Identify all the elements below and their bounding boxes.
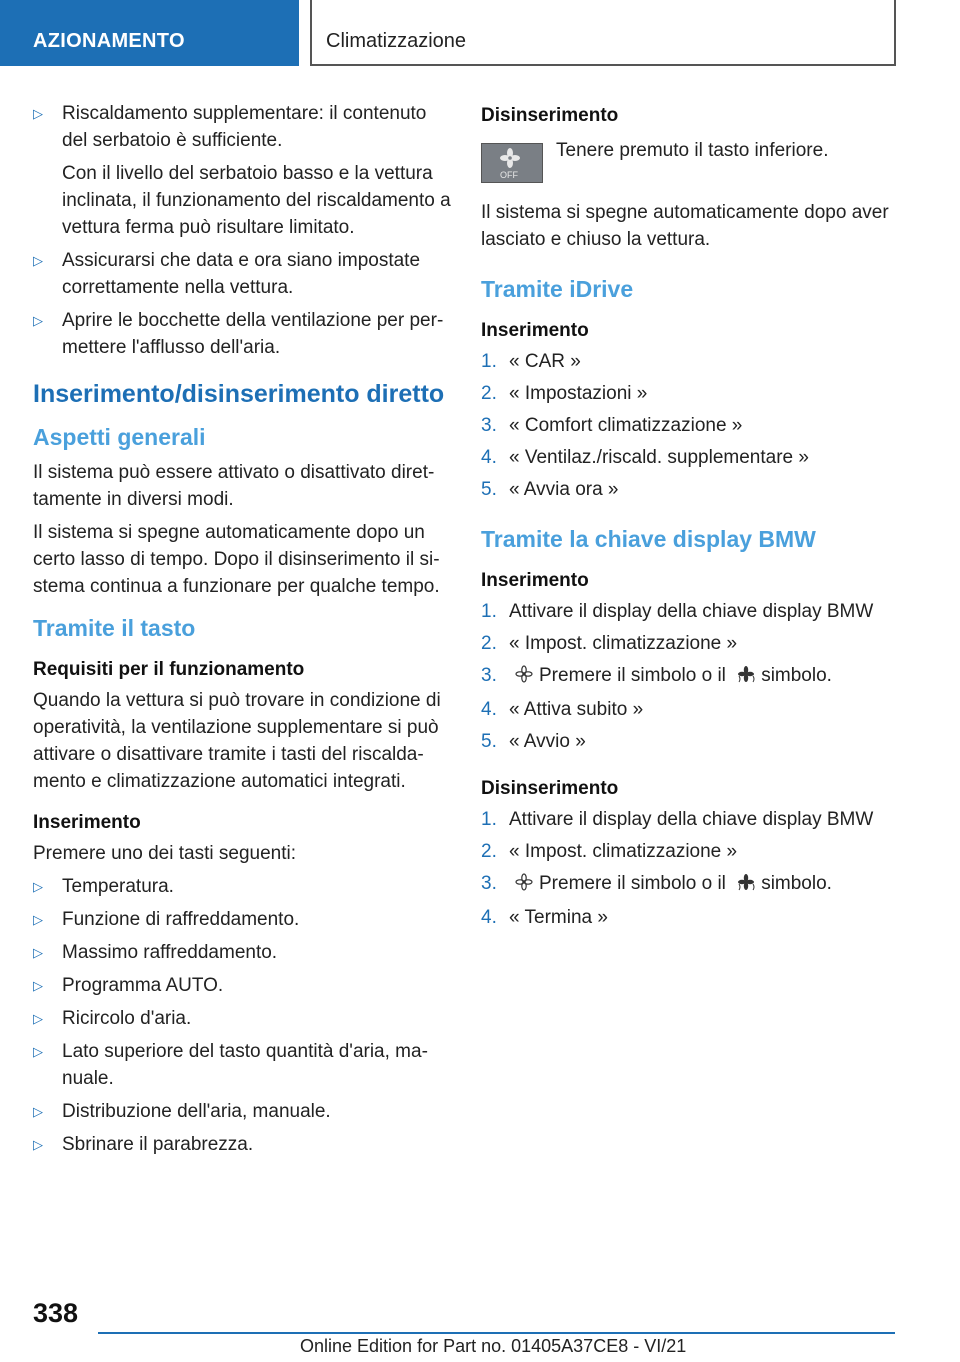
step-text: « Avvia ora » xyxy=(509,479,619,500)
paragraph: Premere uno dei tasti seguenti: xyxy=(33,843,296,864)
bullet-text: Ricircolo d'aria. xyxy=(62,1008,192,1029)
bullet-text: Assicurarsi che data e ora siano impostate correttamente nella vettura. xyxy=(62,250,421,298)
subsection-tab: Climatizzazione xyxy=(310,0,896,66)
step-text: « Impost. climatizzazione » xyxy=(509,841,738,862)
heat-fan-icon xyxy=(737,664,755,691)
bullet-marker: ▷ xyxy=(33,1044,43,1059)
bullet-marker: ▷ xyxy=(33,945,43,960)
fan-icon xyxy=(515,664,533,691)
bullet-marker: ▷ xyxy=(33,1011,43,1026)
bullet-marker: ▷ xyxy=(33,978,43,993)
key-list-item xyxy=(33,1098,453,1125)
step-text: « Ventilaz./riscald. supplementare » xyxy=(509,447,809,468)
step-item xyxy=(481,728,911,755)
bullet-marker: ▷ xyxy=(33,1104,43,1119)
step-text: « Impostazioni » xyxy=(509,383,648,404)
step-number: 2. xyxy=(481,633,497,654)
bullet-marker: ▷ xyxy=(33,313,43,328)
step-item xyxy=(481,806,911,833)
key-list-item xyxy=(33,873,453,900)
bullet-text: Massimo raffreddamento. xyxy=(62,942,278,963)
paragraph: Il sistema può essere attivato o disattivato direttamente in diversi modi. xyxy=(33,462,435,510)
step-item xyxy=(481,444,911,471)
step-item xyxy=(481,662,911,691)
subsection-heading: Tramite la chiave display BMW xyxy=(481,526,816,552)
bullet-item xyxy=(33,247,453,301)
minor-heading: Disinserimento xyxy=(481,105,619,126)
step-text: « Impost. climatizzazione » xyxy=(509,633,738,654)
step-number: 1. xyxy=(481,809,497,830)
bullet-text: Funzione di raffreddamento. xyxy=(62,909,300,930)
step-number: 1. xyxy=(481,351,497,372)
step-text: simbolo. xyxy=(761,665,832,686)
key-label: OFF xyxy=(500,170,518,180)
step-item xyxy=(481,412,911,439)
bullet-text: Temperatura. xyxy=(62,876,174,897)
bullet-item xyxy=(33,100,453,241)
key-list-item xyxy=(33,972,453,999)
subsection-heading: Tramite il tasto xyxy=(33,615,196,641)
step-item xyxy=(481,598,911,625)
bullet-marker: ▷ xyxy=(33,106,43,121)
step-number: 5. xyxy=(481,731,497,752)
key-list-item xyxy=(33,1038,453,1092)
key-instruction: Tenere premuto il tasto inferiore. xyxy=(556,140,829,161)
bullet-text: Riscaldamento supplementare: il contenuto del serbatoio è sufficiente. xyxy=(62,103,427,151)
step-item xyxy=(481,630,911,657)
minor-heading: Disinserimento xyxy=(481,778,619,799)
step-text: Attivare il display della chiave display BMW xyxy=(509,601,874,622)
minor-heading: Requisiti per il funzionamento xyxy=(33,659,305,680)
key-list-item xyxy=(33,906,453,933)
heat-fan-icon xyxy=(737,872,755,899)
step-number: 3. xyxy=(481,665,497,686)
step-text: « Termina » xyxy=(509,907,608,928)
step-text: « Avvio » xyxy=(509,731,586,752)
step-item xyxy=(481,476,911,503)
footer-divider xyxy=(98,1332,895,1334)
fan-off-key-row xyxy=(481,137,911,189)
step-item xyxy=(481,904,911,931)
right-column xyxy=(481,100,911,936)
bullet-text: Programma AUTO. xyxy=(62,975,224,996)
bullet-text: Aprire le bocchette della ventilazione per permettere l'afflusso dell'aria. xyxy=(62,310,444,358)
step-number: 4. xyxy=(481,699,497,720)
step-item xyxy=(481,348,911,375)
step-text: simbolo. xyxy=(761,873,832,894)
step-text: Premere il simbolo o il xyxy=(539,665,726,686)
left-column xyxy=(33,100,453,1164)
paragraph: Quando la vettura si può trovare in condizione di operatività, la ventilazione supplementare si può attivare o disattivare tramite i tasti del riscaldamento e climatizzazione automatici integrati. xyxy=(33,690,441,792)
subsection-heading: Tramite iDrive xyxy=(481,276,634,302)
bullet-marker: ▷ xyxy=(33,1137,43,1152)
paragraph: Il sistema si spegne automaticamente dopo aver lasciato e chiuso la vettura. xyxy=(481,202,889,250)
section-tab: AZIONAMENTO xyxy=(0,0,299,66)
bullet-text: Sbrinare il parabrezza. xyxy=(62,1134,254,1155)
fan-icon xyxy=(515,872,533,899)
step-item xyxy=(481,380,911,407)
minor-heading: Inserimento xyxy=(481,570,589,591)
bullet-item xyxy=(33,307,453,361)
page-header xyxy=(0,0,960,66)
bullet-marker: ▷ xyxy=(33,253,43,268)
key-list-item xyxy=(33,1131,453,1158)
fan-off-key-icon xyxy=(481,143,543,183)
minor-heading: Inserimento xyxy=(33,812,141,833)
subsection-heading: Aspetti generali xyxy=(33,424,206,450)
step-number: 4. xyxy=(481,447,497,468)
step-text: « Attiva subito » xyxy=(509,699,644,720)
step-number: 1. xyxy=(481,601,497,622)
bullet-marker: ▷ xyxy=(33,879,43,894)
step-text: Attivare il display della chiave display BMW xyxy=(509,809,874,830)
step-number: 3. xyxy=(481,415,497,436)
step-number: 2. xyxy=(481,383,497,404)
paragraph: Il sistema si spegne automaticamente dopo un certo lasso di tempo. Dopo il disinserimento il sistema continua a funzionare per qualche tempo. xyxy=(33,522,440,597)
section-heading: Inserimento/disinserimento diretto xyxy=(33,380,445,408)
step-item xyxy=(481,696,911,723)
step-item xyxy=(481,838,911,865)
page-number: 338 xyxy=(33,1298,79,1328)
bullet-text: Distribuzione dell'aria, manuale. xyxy=(62,1101,331,1122)
step-number: 4. xyxy=(481,907,497,928)
step-text: Premere il simbolo o il xyxy=(539,873,726,894)
step-number: 2. xyxy=(481,841,497,862)
key-list-item xyxy=(33,939,453,966)
edition-note: Online Edition for Part no. 01405A37CE8 - VI/21 xyxy=(300,1336,687,1356)
bullet-marker: ▷ xyxy=(33,912,43,927)
bullet-text: Lato superiore del tasto quantità d'aria, manuale. xyxy=(62,1041,428,1089)
minor-heading: Inserimento xyxy=(481,320,589,341)
bullet-subtext: Con il livello del serbatoio basso e la vettura inclinata, il funzionamento del riscaldamento a vettura ferma può risultare limitato. xyxy=(62,163,451,238)
step-number: 3. xyxy=(481,873,497,894)
key-list-item xyxy=(33,1005,453,1032)
step-text: « CAR » xyxy=(509,351,581,372)
step-text: « Comfort climatizzazione » xyxy=(509,415,743,436)
step-item xyxy=(481,870,911,899)
step-number: 5. xyxy=(481,479,497,500)
